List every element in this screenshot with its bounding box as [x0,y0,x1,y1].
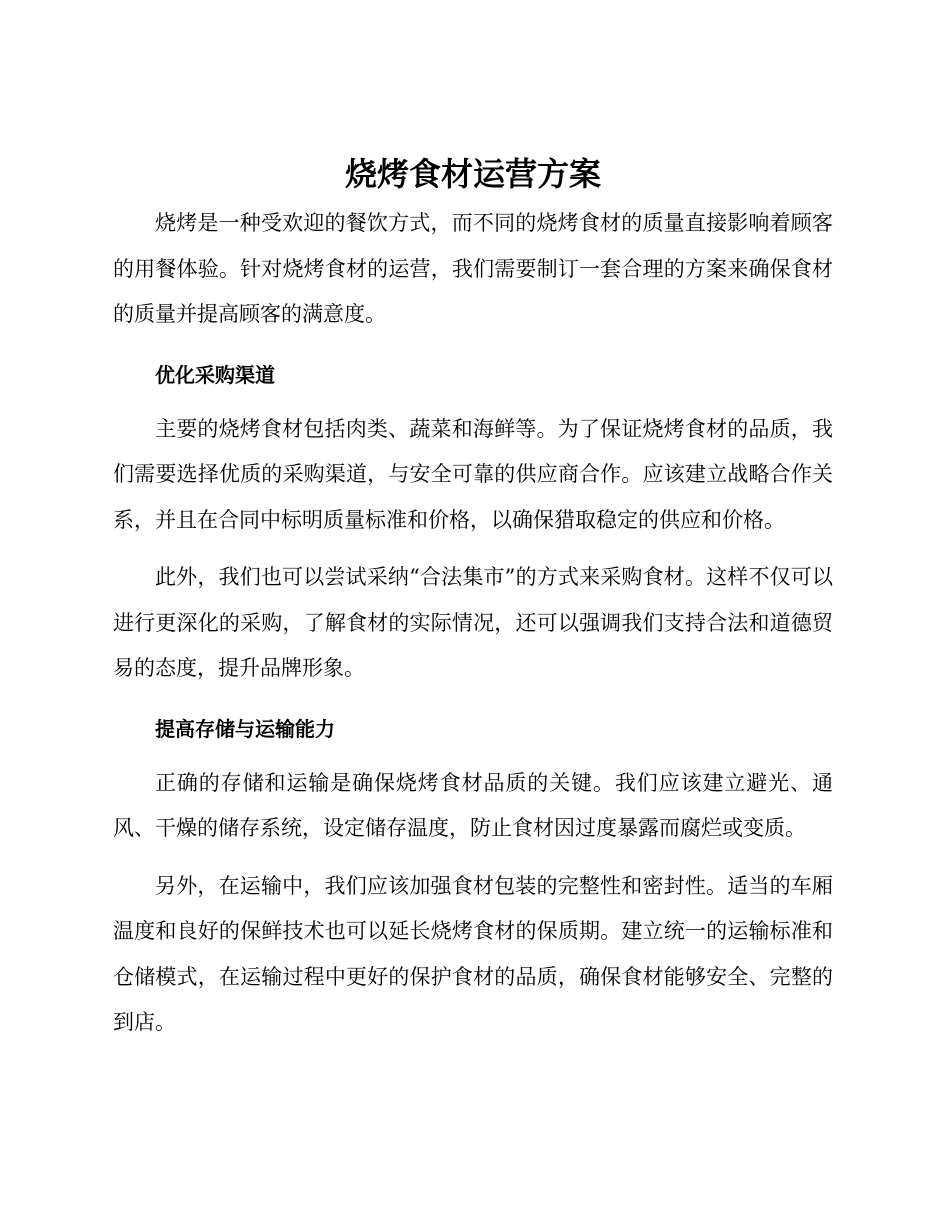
section-heading-procurement: 优化采购渠道 [155,362,275,387]
procurement-paragraph-2: 此外，我们也可以尝试采纳“合法集市”的方式来采购食材。这样不仅可以进行更深化的采购，了解食材的实际情况，还可以强调我们支持合法和道德贸易的态度，提升品牌形象。 [113,565,833,680]
intro-paragraph: 烧烤是一种受欢迎的餐饮方式，而不同的烧烤食材的质量直接影响着顾客的用餐体验。针对烧烤食材的运营，我们需要制订一套合理的方案来确保食材的质量并提高顾客的满意度。 [113,211,833,326]
section-heading-storage-transport: 提高存储与运输能力 [155,716,335,741]
document-body [113,150,833,1046]
procurement-paragraph-1: 主要的烧烤食材包括肉类、蔬菜和海鲜等。为了保证烧烤食材的品质，我们需要选择优质的采购渠道，与安全可靠的供应商合作。应该建立战略合作关系，并且在合同中标明质量标准和价格，以确保猎取稳定的供应和价格。 [113,416,833,532]
storage-paragraph-1: 正确的存储和运输是确保烧烤食材品质的关键。我们应该建立避光、通风、干燥的储存系统，设定储存温度，防止食材因过度暴露而腐烂或变质。 [113,770,833,840]
document-title: 烧烤食材运营方案 [344,155,601,193]
storage-paragraph-2: 另外，在运输中，我们应该加强食材包装的完整性和密封性。适当的车厢温度和良好的保鲜技术也可以延长烧烤食材的保质期。建立统一的运输标准和仓储模式，在运输过程中更好的保护食材的品质，确保食材能够安全、完整的到店。 [113,873,833,1034]
